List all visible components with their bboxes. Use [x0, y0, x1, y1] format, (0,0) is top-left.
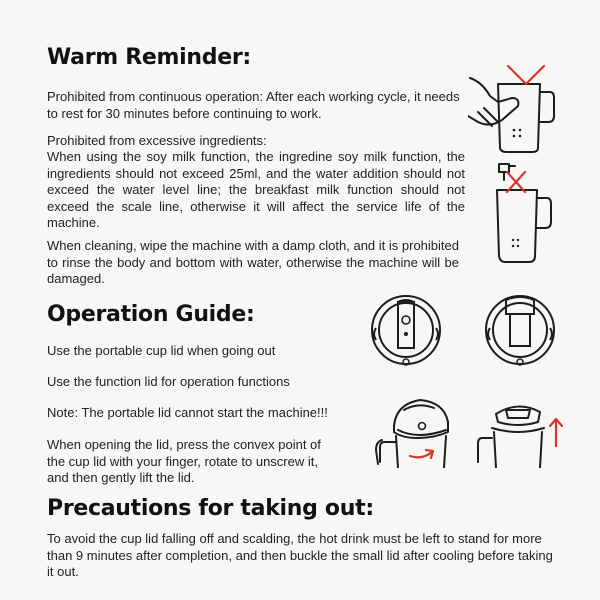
- precautions-title: Precautions for taking out:: [47, 496, 374, 521]
- note-line: [47, 405, 377, 422]
- portable-lid-text: Use the portable cup lid when going out: [47, 343, 276, 358]
- excessive-ingredients-heading: Prohibited from excessive ingredients:: [47, 133, 267, 148]
- excessive-ingredients-text: When using the soy milk function, the ingredine soy milk function, the ingredients should not exceed 25ml, and the water addition should not exceed the water level line; the breakfast milk function should not exceed the scale line, otherwise it will affect the service life of the machine.: [47, 149, 465, 231]
- portable-lid-icon: [368, 292, 448, 370]
- function-lid-text: Use the function lid for operation functions: [47, 374, 290, 389]
- function-lid-icon: [482, 292, 562, 370]
- continuous-operation-text: Prohibited from continuous operation: After each working cycle, it needs to rest for 30 minutes before continuing to work.: [47, 89, 460, 121]
- hand-wash-prohibited-icon: [468, 62, 558, 154]
- operation-guide-title: Operation Guide:: [47, 302, 255, 327]
- note-label: Note:: [47, 405, 79, 420]
- water-tap-prohibited-icon: [493, 160, 557, 266]
- rotate-lid-icon: [374, 392, 460, 468]
- warm-reminder-title: Warm Reminder:: [47, 45, 251, 70]
- opening-lid-text: When opening the lid, press the convex point of the cup lid with your finger, rotate to unscrew it, and then gently lift the lid.: [47, 437, 321, 486]
- lift-lid-icon: [472, 392, 568, 468]
- cleaning-text: When cleaning, wipe the machine with a damp cloth, and it is prohibited to rinse the body and bottom with water, otherwise the machine will be damaged.: [47, 238, 459, 287]
- precautions-text: To avoid the cup lid falling off and scalding, the hot drink must be left to stand for more than 9 minutes after completion, and then buckle the small lid after cooling before taking it out.: [47, 531, 553, 580]
- note-text: The portable lid cannot start the machine!!!: [78, 405, 328, 420]
